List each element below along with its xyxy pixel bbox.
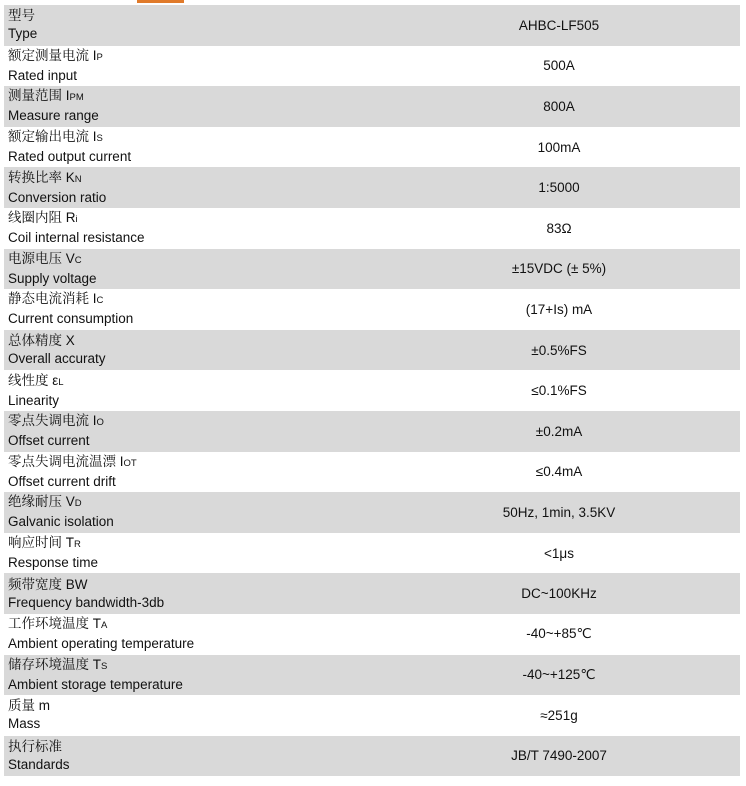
parameter-label-cn: 频带宽度 BW [8,576,88,592]
parameter-label-cn: 线圈内阻 [8,210,66,226]
spec-row [4,695,740,736]
parameter-value: 1:5000 [538,180,580,196]
parameter-name-en: Offset current [8,433,90,449]
parameter-name-en: Measure range [8,108,99,124]
parameter-symbol: T [92,656,102,672]
parameter-cell [4,695,378,736]
parameter-name-cn [8,169,378,189]
parameter-cell [4,249,378,290]
parameter-name-en: Conversion ratio [8,189,107,205]
parameter-value: ±0.5%FS [531,342,587,358]
parameter-label-cn: 总体精度 X [8,333,75,349]
parameter-value: AHBC-LF505 [518,17,600,33]
parameter-symbol: I [92,47,97,63]
parameter-symbol-subscript: C [74,254,82,266]
parameter-symbol: I [119,453,124,469]
parameter-label-cn: 额定测量电流 [8,47,93,63]
parameter-name-en: Mass [8,716,41,732]
parameter-name-cn [8,412,378,432]
parameter-name-cn [8,47,378,67]
parameter-cell [4,655,378,696]
parameter-value: ±0.2mA [535,423,583,439]
parameter-symbol: V [65,494,75,510]
parameter-symbol-subscript: PM [69,92,84,104]
parameter-name-cn [8,493,378,513]
spec-row [4,167,740,208]
parameter-value: <1μs [544,545,574,561]
parameter-symbol: I [65,88,70,104]
parameter-name-cn [8,697,378,715]
parameter-name-cn [8,128,378,148]
parameter-label-cn: 静态电流消耗 [8,291,93,307]
parameter-symbol-subscript: A [101,620,108,632]
spec-row [4,411,740,452]
accent-mark [137,0,184,3]
parameter-symbol: I [92,413,97,429]
parameter-value: (17+Is) mA [525,301,593,317]
parameter-name-en: Current consumption [8,311,134,327]
parameter-cell [4,614,378,655]
parameter-symbol-subscript: N [74,173,82,185]
parameter-value: DC~100KHz [521,586,597,602]
parameter-cell [4,492,378,533]
parameter-cell [4,127,378,168]
parameter-label-cn: 零点失调电流 [8,413,93,429]
parameter-cell [4,573,378,614]
parameter-name-en: Frequency bandwidth-3db [8,594,165,610]
parameter-cell [4,330,378,371]
parameter-symbol: R [65,210,76,226]
parameter-symbol: T [92,616,102,632]
parameter-value: ≤0.4mA [535,464,583,480]
parameter-label-cn: 测量范围 [8,88,66,104]
spec-table-body [4,5,740,776]
parameter-label-cn: 线性度 [8,372,53,388]
parameter-symbol: V [65,250,75,266]
parameter-name-en: Type [8,26,38,42]
spec-row [4,452,740,493]
parameter-name-en: Ambient operating temperature [8,636,195,652]
parameter-label-cn: 工作环境温度 [8,616,93,632]
parameter-name-cn [8,209,378,229]
parameter-symbol: I [92,291,97,307]
parameter-symbol-subscript: S [101,660,108,672]
parameter-cell [4,208,378,249]
parameter-label-cn: 绝缘耐压 [8,494,66,510]
parameter-symbol-subscript: L [58,376,64,388]
parameter-label-cn: 储存环境温度 [8,656,93,672]
spec-row [4,573,740,614]
parameter-value: 500A [543,58,575,74]
parameter-value: 800A [543,98,575,114]
spec-table [4,5,740,776]
parameter-label-cn: 额定输出电流 [8,129,93,145]
spec-row [4,46,740,87]
parameter-symbol: K [65,169,75,185]
parameter-label-cn: 型号 [8,8,35,24]
spec-row [4,655,740,696]
parameter-name-cn [8,534,378,554]
parameter-value: -40~+125℃ [522,666,596,682]
spec-row [4,127,740,168]
parameter-name-en: Standards [8,756,70,772]
parameter-name-en: Offset current drift [8,473,116,489]
parameter-cell [4,411,378,452]
parameter-symbol-subscript: S [96,133,103,145]
parameter-name-cn [8,290,378,310]
spec-row [4,370,740,411]
parameter-symbol: I [92,129,97,145]
spec-row [4,208,740,249]
parameter-name-en: Coil internal resistance [8,230,145,246]
parameter-cell [4,5,378,46]
parameter-value: ±15VDC (± 5%) [511,261,607,277]
parameter-name-en: Overall accuraty [8,351,106,367]
parameter-name-en: Response time [8,555,99,571]
parameter-name-en: Ambient storage temperature [8,676,183,692]
parameter-cell [4,736,378,777]
parameter-name-cn [8,738,378,756]
parameter-cell [4,370,378,411]
parameter-symbol: ε [52,372,59,388]
parameter-name-en: Supply voltage [8,270,97,286]
parameter-name-cn [8,372,378,392]
parameter-name-en: Linearity [8,392,60,408]
parameter-symbol-subscript: O [96,417,104,429]
parameter-name-cn [8,87,378,107]
parameter-name-en: Rated input [8,67,78,83]
parameter-value: JB/T 7490-2007 [511,748,607,764]
spec-row [4,533,740,574]
parameter-symbol-subscript: D [74,498,82,510]
parameter-name-en: Rated output current [8,149,132,165]
parameter-name-cn [8,576,378,594]
parameter-value: ≈251g [540,707,578,723]
parameter-value: 50Hz, 1min, 3.5KV [502,504,616,520]
parameter-name-cn [8,656,378,676]
parameter-cell [4,452,378,493]
parameter-name-cn [8,615,378,635]
parameter-value: -40~+85℃ [526,626,592,642]
parameter-label-cn: 电源电压 [8,250,66,266]
spec-row [4,249,740,290]
parameter-value: 83Ω [546,220,572,236]
parameter-symbol-subscript: OT [123,457,137,469]
parameter-label-cn: 执行标准 [8,738,62,754]
parameter-cell [4,86,378,127]
parameter-cell [4,533,378,574]
spec-row [4,5,740,46]
spec-row [4,492,740,533]
parameter-name-cn [8,7,378,25]
spec-row [4,614,740,655]
parameter-value: 100mA [537,139,581,155]
spec-row [4,289,740,330]
spec-row [4,736,740,777]
parameter-label-cn: 零点失调电流温漂 [8,453,120,469]
parameter-symbol-subscript: P [96,51,103,63]
parameter-symbol-subscript: C [96,295,104,307]
spec-row [4,86,740,127]
parameter-label-cn: 质量 m [8,698,50,714]
parameter-name-en: Galvanic isolation [8,514,114,530]
parameter-name-cn [8,250,378,270]
spec-row [4,330,740,371]
parameter-name-cn [8,332,378,350]
parameter-label-cn: 转换比率 [8,169,66,185]
parameter-symbol-subscript: R [74,539,81,551]
parameter-value: ≤0.1%FS [531,383,587,399]
parameter-cell [4,289,378,330]
parameter-label-cn: 响应时间 [8,535,66,551]
parameter-symbol-subscript: i [75,214,78,226]
parameter-cell [4,167,378,208]
parameter-cell [4,46,378,87]
parameter-name-cn [8,453,378,473]
parameter-symbol: T [65,535,75,551]
